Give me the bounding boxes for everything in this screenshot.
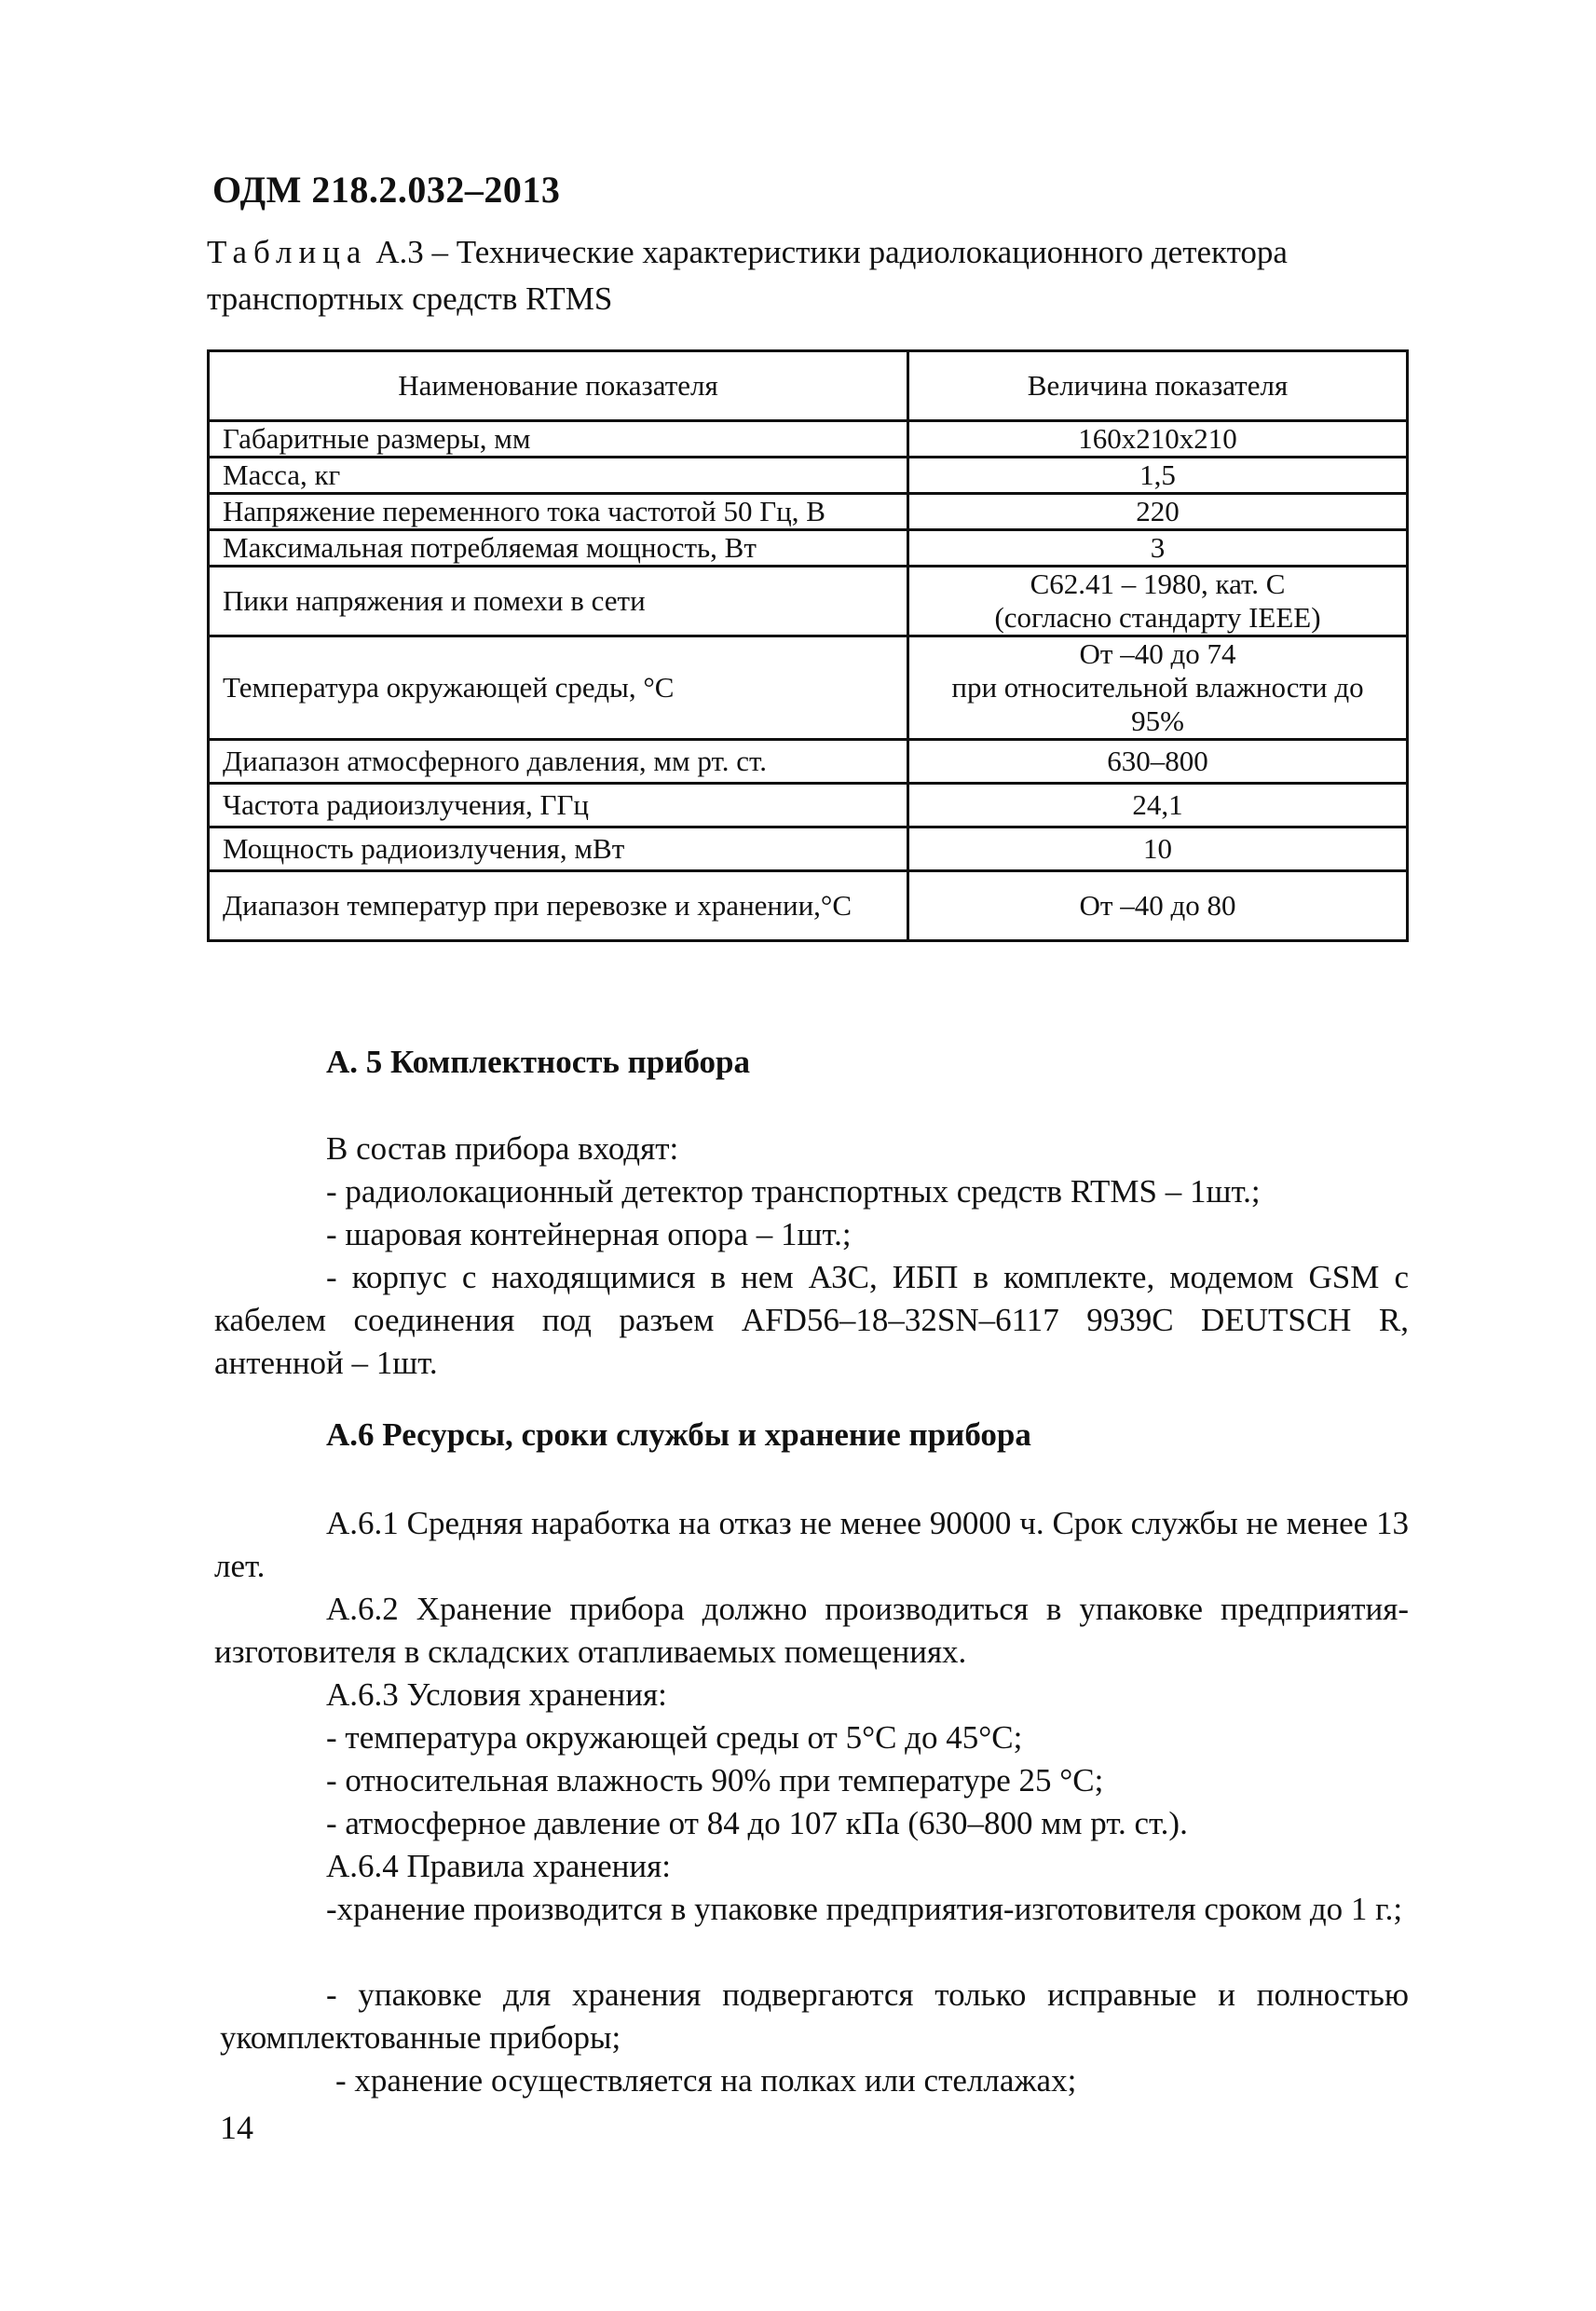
column-header-name: Наименование показателя (209, 351, 908, 421)
table-row (209, 827, 1408, 871)
table-caption-text: А.3 – Технические характеристики радиолокационного детектора транспортных средств RTMS (207, 234, 1288, 317)
row-value: 220 (908, 494, 1408, 530)
table-row (209, 567, 1408, 636)
row-name: Мощность радиоизлучения, мВт (209, 827, 908, 871)
paragraph-a6-1: А.6.1 Средняя наработка на отказ не менее 90000 ч. Срок службы не менее 13 лет. (214, 1505, 1409, 1584)
section-a6-heading: А.6 Ресурсы, сроки службы и хранение прибора (326, 1416, 1031, 1453)
document-code: ОДМ 218.2.032–2013 (212, 169, 561, 211)
table-caption-label: Таблица (207, 234, 368, 270)
row-name: Диапазон температур при перевозке и хранении,°С (209, 871, 908, 941)
row-value: 24,1 (908, 784, 1408, 827)
row-value: 630–800 (908, 740, 1408, 784)
row-name: Габаритные размеры, мм (209, 421, 908, 458)
section-a5-heading: А. 5 Комплектность прибора (326, 1044, 750, 1080)
row-value: 10 (908, 827, 1408, 871)
row-name: Частота радиоизлучения, ГГц (209, 784, 908, 827)
specifications-table (207, 349, 1409, 942)
row-name: Температура окружающей среды, °С (209, 636, 908, 740)
table-row (209, 458, 1408, 494)
section-a5-item: - корпус с находящимися в нем АЗС, ИБП в комплекте, модемом GSM с кабелем соединения под разъем AFD56–18–32SN–6117 9939C DEUTSCH R, антенной – 1шт. (214, 1259, 1409, 1381)
table-row (209, 494, 1408, 530)
list-item: - относительная влажность 90% при температуре 25 °С; (326, 1762, 1104, 1798)
section-a5-item: - шаровая контейнерная опора – 1шт.; (326, 1216, 852, 1252)
row-name: Пики напряжения и помехи в сети (209, 567, 908, 636)
list-item: - хранение осуществляется на полках или стеллажах; (335, 2062, 1077, 2099)
row-value: От –40 до 74 при относительной влажности до 95% (908, 636, 1408, 740)
table-row (209, 740, 1408, 784)
row-value: 1,5 (908, 458, 1408, 494)
list-item: -хранение производится в упаковке предприятия-изготовителя сроком до 1 г.; (326, 1891, 1403, 1927)
table-row (209, 871, 1408, 941)
list-item: - температура окружающей среды от 5°С до 45°С; (326, 1719, 1023, 1756)
row-name: Напряжение переменного тока частотой 50 Гц, В (209, 494, 908, 530)
table-row (209, 636, 1408, 740)
row-value: От –40 до 80 (908, 871, 1408, 941)
row-name: Диапазон атмосферного давления, мм рт. ст. (209, 740, 908, 784)
paragraph-a6-2: А.6.2 Хранение прибора должно производиться в упаковке предприятия-изготовителя в складских отапливаемых помещениях. (214, 1591, 1409, 1670)
row-name: Масса, кг (209, 458, 908, 494)
row-value: 160x210x210 (908, 421, 1408, 458)
table-caption (207, 229, 1409, 322)
paragraph-a6-4-title: А.6.4 Правила хранения: (326, 1848, 671, 1884)
row-value: C62.41 – 1980, кат. С (согласно стандарту IEEE) (908, 567, 1408, 636)
table-row (209, 784, 1408, 827)
list-item: - упаковке для хранения подвергаются только исправные и полностью укомплектованные приборы; (220, 1976, 1409, 2056)
list-item: - атмосферное давление от 84 до 107 кПа (630–800 мм рт. ст.). (326, 1805, 1188, 1841)
page-number: 14 (220, 2109, 253, 2146)
column-header-value: Величина показателя (908, 351, 1408, 421)
section-a5-intro: В состав прибора входят: (326, 1130, 679, 1167)
row-name: Максимальная потребляемая мощность, Вт (209, 530, 908, 567)
table-header-row (209, 351, 1408, 421)
table-row (209, 421, 1408, 458)
row-value: 3 (908, 530, 1408, 567)
paragraph-a6-3-title: А.6.3 Условия хранения: (326, 1676, 667, 1713)
section-a5-item: - радиолокационный детектор транспортных средств RTMS – 1шт.; (326, 1173, 1261, 1210)
table-row (209, 530, 1408, 567)
